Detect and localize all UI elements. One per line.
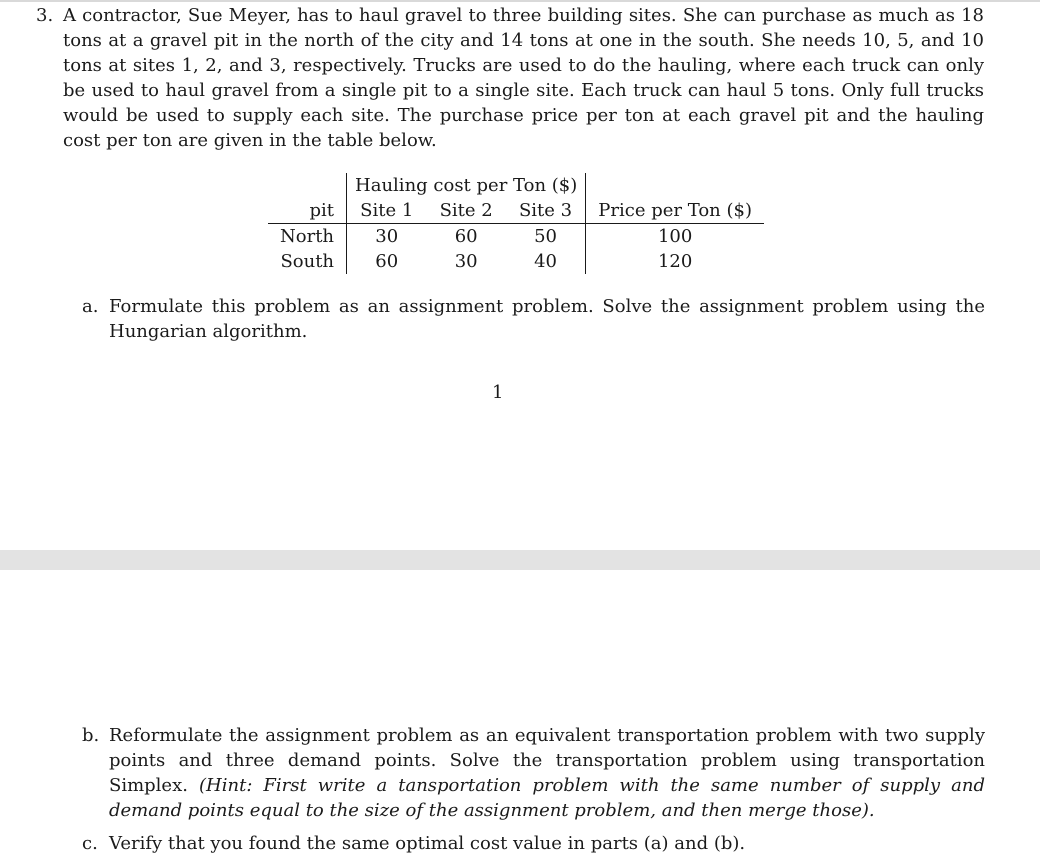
table-cell: 60: [375, 251, 399, 272]
part-c: [82, 831, 985, 856]
table-header-price: Price per Ton ($): [586, 198, 764, 224]
part-a-text: Formulate this problem as an assignment problem. Solve the assignment problem using the Hungarian algorithm.: [109, 296, 985, 342]
part-a-label: a.: [82, 296, 99, 317]
table-cell: 100: [586, 224, 764, 250]
table-cell: South: [268, 249, 347, 274]
page-separator: [0, 550, 1040, 570]
part-b-hint: (Hint: First write a tansportation problem with the same number of supply and demand points equal to the size of the assignment problem, and then merge those).: [109, 775, 985, 821]
page-1: [0, 2, 1040, 550]
table-header-site2: Site 2: [426, 198, 505, 224]
problem-number: 3.: [36, 5, 54, 26]
cost-table: [268, 173, 764, 274]
table-header-pit: pit: [268, 198, 347, 224]
table-cell: 50: [534, 226, 557, 247]
part-c-label: c.: [82, 833, 98, 854]
part-b: [82, 723, 985, 823]
table-header-site3: Site 3: [506, 198, 586, 224]
table-cell: 40: [534, 251, 557, 272]
table-row: [268, 224, 764, 250]
page-2: [0, 570, 1040, 868]
table-cell: 30: [375, 226, 399, 247]
problem-text: A contractor, Sue Meyer, has to haul gravel to three building sites. She can purchase as much as 18 tons at a gravel pit in the north of the city and 14 tons at one in the south. She needs 10, 5, and 10 tons at sites 1, 2, and 3, respectively. Trucks are used to do the hauling, where each truck can only be used to haul gravel from a single pit to a single site. Each truck can haul 5 tons. Only full trucks would be used to supply each site. The purchase price per ton at each gravel pit and the hauling cost per ton are given in the table below.: [63, 5, 984, 151]
table-cell: North: [268, 224, 347, 250]
problem-statement: [36, 3, 984, 153]
table-cell: 120: [586, 249, 764, 274]
table-price-spacer: [586, 173, 764, 198]
table-group-header: Hauling cost per Ton ($): [355, 175, 578, 196]
part-b-label: b.: [82, 725, 100, 746]
table-cell: 30: [454, 251, 478, 272]
table-corner: [268, 173, 347, 198]
part-b-content: [109, 723, 985, 823]
table-header-site1: Site 1: [347, 198, 427, 224]
table-cell: 60: [454, 226, 478, 247]
page-number: 1: [492, 382, 504, 403]
part-c-text: Verify that you found the same optimal cost value in parts (a) and (b).: [109, 833, 746, 854]
table-row: [268, 249, 764, 274]
part-b-text: Reformulate the assignment problem as an equivalent transportation problem with two supply points and three demand points. Solve the transportation problem using transportation Simplex.: [109, 725, 985, 796]
part-a: [82, 294, 985, 344]
